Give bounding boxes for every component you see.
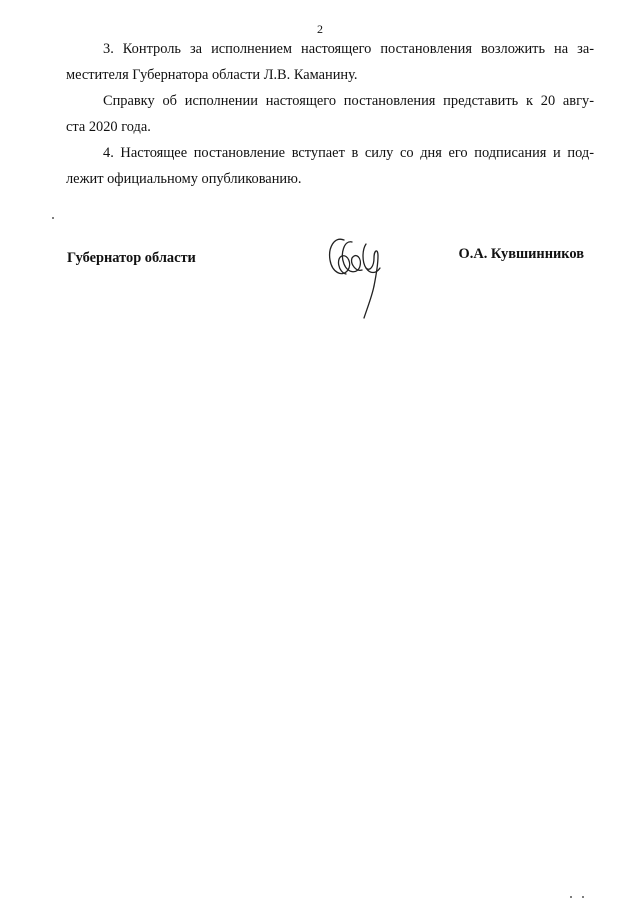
scan-speck (570, 896, 572, 898)
handwritten-signature (322, 226, 394, 322)
paragraph-line: 3. Контроль за исполнением настоящего постановления возложить на за- (103, 41, 594, 57)
paragraph-line: ста 2020 года. (66, 119, 151, 135)
signatory-name: О.А. Кувшинников (458, 246, 584, 262)
paragraph-control (66, 36, 594, 88)
paragraph-line: лежит официальному опубликованию. (66, 171, 302, 187)
scan-speck (582, 896, 584, 898)
paragraph-line: Справку об исполнении настоящего постановления представить к 20 авгу- (103, 93, 594, 109)
paragraph-line: местителя Губернатора области Л.В. Каманину. (66, 67, 358, 83)
scan-speck (52, 217, 54, 219)
page-number: 2 (317, 22, 323, 36)
paragraph-line: 4. Настоящее постановление вступает в силу со дня его подписания и под- (103, 145, 594, 161)
paragraph-entry-into-force (66, 140, 594, 192)
paragraph-report (66, 88, 594, 140)
signatory-title: Губернатор области (67, 250, 196, 266)
